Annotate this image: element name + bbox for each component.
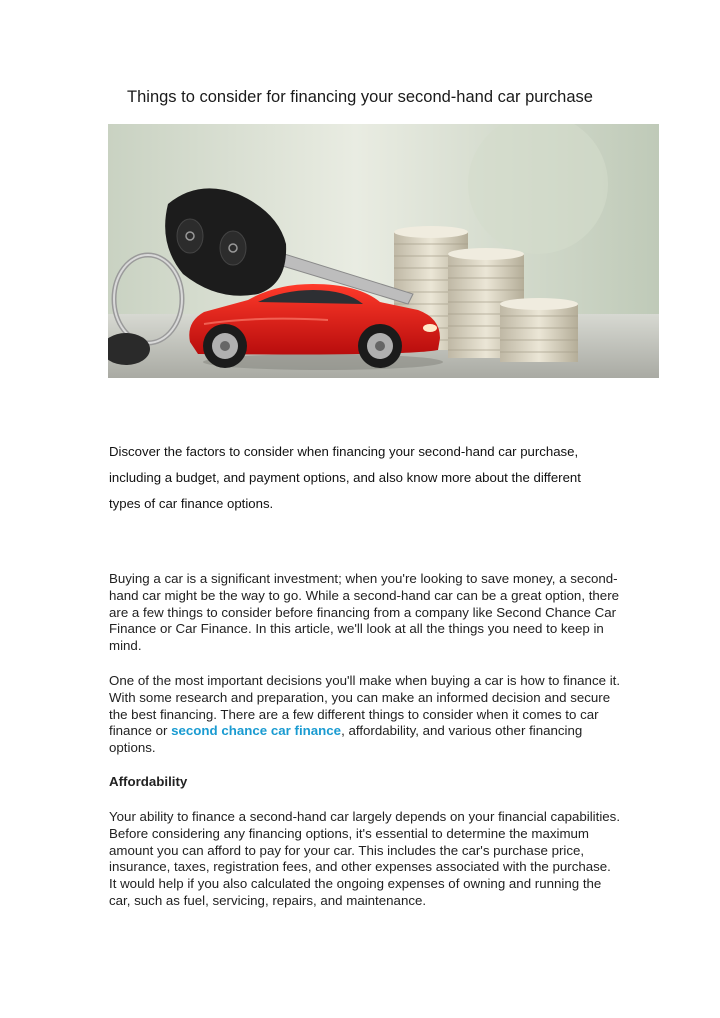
hero-image (108, 124, 659, 378)
body-paragraph-2 (109, 673, 621, 757)
body-paragraph-3: Your ability to finance a second-hand car largely depends on your financial capabilities. Before considering any financing options, it's essential to determine the maximum amount you can afford to pay for your car. This includes the car's purchase price, insurance, taxes, registration fees, and other expenses associated with the purchase. It would help if you also calculated the ongoing expenses of owning and running the car, such as fuel, servicing, repairs, and maintenance. (109, 809, 621, 908)
body-paragraph-1: Buying a car is a significant investment; when you're looking to save money, a second-hand car might be the way to go. While a second-hand car can be a great option, there are a few things to consider before financing from a company like Second Chance Car Finance or Car Finance. In this article, we'll look at all the things you need to keep in mind. (109, 571, 620, 654)
article-title: Things to consider for financing your second-hand car purchase (127, 88, 593, 106)
paragraph-2-text-before: One of the most important decisions you'll make when buying a car is how to finance it. With some research and preparation, you can make an informed decision and secure the best financing. There are a few different things to consider when it comes to car finance or (109, 673, 621, 739)
paragraph-2-text-after: , affordability, and various other financing options. (109, 723, 583, 756)
affordability-heading: Affordability (109, 774, 188, 789)
second-chance-car-finance-link[interactable]: second chance car finance (171, 723, 342, 739)
intro-paragraph: Discover the factors to consider when financing your second-hand car purchase, including a budget, and payment options, and also know more about the different types of car finance options. (109, 444, 581, 511)
